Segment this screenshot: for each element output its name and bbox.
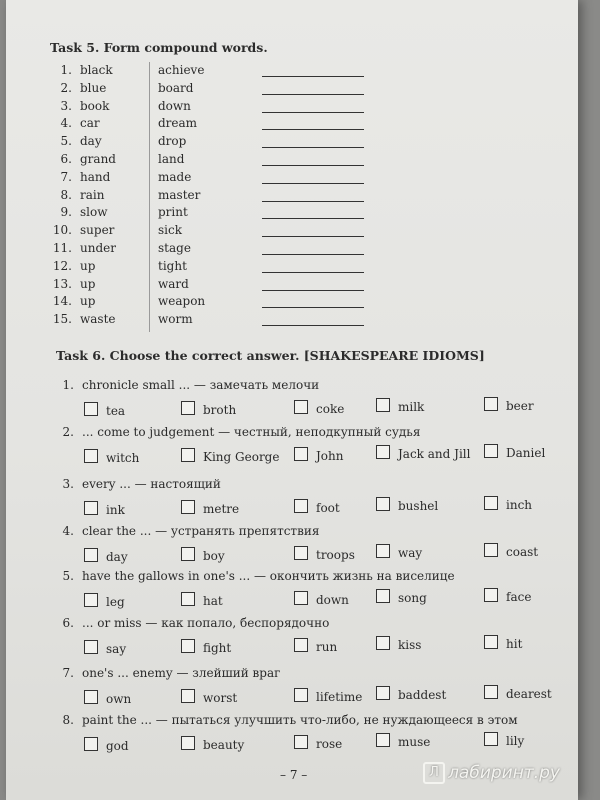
checkbox-icon[interactable] (376, 497, 390, 511)
checkbox-icon[interactable] (294, 638, 308, 652)
task5-title: Task 5. Form compound words. (50, 40, 268, 55)
answer-line[interactable] (262, 307, 364, 308)
answer-line[interactable] (262, 254, 364, 255)
checkbox-icon[interactable] (294, 546, 308, 560)
row-number: 10. (52, 223, 72, 238)
watermark-logo: Л (423, 762, 445, 784)
compound-row (6, 170, 578, 188)
question-number: 6. (62, 616, 74, 630)
answer-line[interactable] (262, 165, 364, 166)
question-text: every ... — настоящий (82, 477, 221, 491)
question-number: 3. (62, 477, 74, 491)
checkbox-icon[interactable] (376, 589, 390, 603)
row-number: 8. (60, 187, 72, 202)
answer-line[interactable] (262, 201, 364, 202)
option-label: lily (506, 734, 525, 749)
row-number: 14. (52, 294, 72, 309)
row-number: 12. (52, 258, 72, 273)
option-label: down (316, 592, 349, 607)
first-word: up (80, 258, 96, 273)
first-word: waste (80, 312, 116, 327)
option-label: lifetime (316, 689, 363, 704)
watermark-text: лабиринт.ру (448, 763, 560, 783)
checkbox-icon[interactable] (84, 548, 98, 562)
checkbox-icon[interactable] (376, 733, 390, 747)
answer-line[interactable] (262, 236, 364, 237)
second-word: print (158, 205, 188, 220)
checkbox-icon[interactable] (181, 401, 195, 415)
question-number: 8. (62, 713, 74, 727)
first-word: rain (80, 187, 105, 202)
option-label: beauty (203, 737, 245, 752)
option-label: Jack and Jill (398, 447, 471, 462)
option-label: rose (316, 736, 343, 751)
checkbox-icon[interactable] (181, 547, 195, 561)
first-word: day (80, 134, 102, 149)
row-number: 2. (60, 80, 72, 95)
compound-row (6, 223, 578, 241)
answer-line[interactable] (262, 112, 364, 113)
checkbox-icon[interactable] (294, 400, 308, 414)
checkbox-icon[interactable] (376, 544, 390, 558)
answer-line[interactable] (262, 76, 364, 77)
second-word: achieve (158, 63, 205, 77)
option-label: tea (106, 404, 126, 418)
watermark (423, 762, 560, 784)
second-word: worm (158, 312, 193, 327)
second-word: drop (158, 134, 187, 149)
compound-row (6, 134, 578, 152)
question-text: ... come to judgement — честный, неподкупный судья (82, 425, 421, 439)
option-label: ink (106, 503, 125, 517)
option-label: beer (506, 399, 534, 414)
question-number: 7. (62, 666, 74, 680)
option-label: coast (506, 545, 539, 560)
checkbox-icon[interactable] (181, 592, 195, 606)
option-label: coke (316, 401, 345, 416)
option-label: bushel (398, 499, 439, 514)
checkbox-icon[interactable] (484, 732, 498, 746)
first-word: blue (80, 80, 107, 95)
second-word: made (158, 169, 192, 184)
first-word: grand (80, 152, 116, 166)
row-number: 15. (52, 312, 72, 327)
option-label: kiss (398, 638, 422, 653)
checkbox-icon[interactable] (181, 736, 195, 750)
checkbox-icon[interactable] (294, 447, 308, 461)
question-number: 5. (62, 569, 74, 583)
answer-line[interactable] (262, 147, 364, 148)
second-word: board (158, 80, 194, 95)
compound-row (6, 294, 578, 312)
checkbox-icon[interactable] (84, 593, 98, 607)
checkbox-icon[interactable] (376, 398, 390, 412)
second-word: ward (158, 276, 189, 291)
option-label: foot (316, 500, 340, 515)
first-word: super (80, 223, 115, 238)
answer-line[interactable] (262, 290, 364, 291)
second-word: tight (158, 258, 187, 273)
checkbox-icon[interactable] (376, 686, 390, 700)
option-label: say (106, 642, 127, 656)
first-word: book (80, 98, 110, 113)
option-label: god (106, 739, 129, 753)
checkbox-icon[interactable] (181, 500, 195, 514)
first-word: slow (80, 205, 108, 220)
compound-row (6, 259, 578, 277)
option-label: fight (203, 640, 232, 655)
option-label: own (106, 692, 132, 706)
question-number: 2. (62, 425, 74, 439)
checkbox-icon[interactable] (84, 737, 98, 751)
first-word: up (80, 276, 96, 291)
checkbox-icon[interactable] (484, 397, 498, 411)
compound-row (6, 152, 578, 170)
compound-row (6, 241, 578, 259)
first-word: up (80, 294, 96, 309)
question-text: ... or miss — как попало, беспорядочно (82, 616, 330, 630)
compound-row (6, 81, 578, 99)
checkbox-icon[interactable] (181, 689, 195, 703)
compound-row (6, 63, 578, 81)
option-label: King George (203, 449, 280, 464)
second-word: down (158, 98, 191, 113)
option-label: boy (203, 548, 225, 563)
option-label: song (398, 591, 427, 606)
row-number: 6. (60, 152, 72, 166)
checkbox-icon[interactable] (484, 685, 498, 699)
compound-row (6, 205, 578, 223)
checkbox-icon[interactable] (376, 445, 390, 459)
first-word: under (80, 241, 116, 255)
first-word: hand (80, 169, 111, 184)
checkbox-icon[interactable] (84, 449, 98, 463)
question-text: have the gallows in one's ... — окончить жизнь на виселице (82, 569, 455, 583)
option-label: Daniel (506, 446, 546, 461)
checkbox-icon[interactable] (484, 496, 498, 510)
question-text: clear the ... — устранять препятствия (82, 524, 320, 538)
row-number: 13. (52, 276, 72, 291)
workbook-page (6, 0, 578, 800)
second-word: dream (158, 116, 198, 131)
option-label: run (316, 639, 338, 654)
task6-title: Task 6. Choose the correct answer. [SHAKESPEARE IDIOMS] (56, 348, 485, 363)
compound-row (6, 312, 578, 330)
question-text: paint the ... — пытаться улучшить что-либо, не нуждающееся в этом (82, 713, 518, 727)
checkbox-icon[interactable] (294, 499, 308, 513)
row-number: 7. (60, 169, 72, 184)
second-word: stage (158, 241, 191, 255)
option-label: troops (316, 547, 355, 562)
checkbox-icon[interactable] (84, 690, 98, 704)
option-label: broth (203, 402, 237, 417)
checkbox-icon[interactable] (294, 591, 308, 605)
row-number: 5. (60, 134, 72, 149)
checkbox-icon[interactable] (484, 635, 498, 649)
question-number: 4. (62, 524, 74, 538)
row-number: 3. (60, 98, 72, 113)
checkbox-icon[interactable] (376, 636, 390, 650)
option-label: dearest (506, 687, 552, 702)
answer-line[interactable] (262, 183, 364, 184)
second-word: sick (158, 223, 182, 238)
second-word: weapon (158, 294, 206, 309)
checkbox-icon[interactable] (84, 402, 98, 416)
second-word: land (158, 152, 185, 166)
row-number: 4. (60, 116, 72, 131)
option-label: baddest (398, 688, 447, 703)
checkbox-icon[interactable] (181, 639, 195, 653)
checkbox-icon[interactable] (84, 501, 98, 515)
question-text: one's ... enemy — злейший враг (82, 666, 281, 680)
checkbox-icon[interactable] (294, 688, 308, 702)
checkbox-icon[interactable] (484, 588, 498, 602)
row-number: 11. (52, 241, 72, 255)
row-number: 9. (60, 205, 72, 220)
second-word: master (158, 187, 201, 202)
checkbox-icon[interactable] (181, 448, 195, 462)
option-label: metre (203, 501, 240, 516)
answer-line[interactable] (262, 94, 364, 95)
compound-row (6, 116, 578, 134)
option-label: John (316, 448, 344, 463)
answer-line[interactable] (262, 325, 364, 326)
page-number: – 7 – (280, 768, 308, 782)
option-label: inch (506, 498, 533, 513)
option-label: hat (203, 593, 223, 608)
checkbox-icon[interactable] (484, 444, 498, 458)
option-label: way (398, 546, 423, 561)
answer-line[interactable] (262, 272, 364, 273)
first-word: black (80, 63, 113, 77)
answer-line[interactable] (262, 218, 364, 219)
compound-row (6, 99, 578, 117)
compound-row (6, 188, 578, 206)
first-word: car (80, 116, 100, 131)
option-label: leg (106, 595, 125, 609)
compound-row (6, 277, 578, 295)
option-label: face (506, 590, 532, 605)
question-text: chronicle small ... — замечать мелочи (82, 378, 320, 392)
checkbox-icon[interactable] (84, 640, 98, 654)
option-label: day (106, 550, 128, 564)
option-label: hit (506, 637, 523, 652)
checkbox-icon[interactable] (294, 735, 308, 749)
checkbox-icon[interactable] (484, 543, 498, 557)
option-label: muse (398, 735, 431, 750)
row-number: 1. (60, 63, 72, 77)
option-label: milk (398, 400, 425, 415)
answer-line[interactable] (262, 129, 364, 130)
option-label: worst (203, 690, 238, 705)
question-number: 1. (62, 378, 74, 392)
option-label: witch (106, 451, 140, 465)
